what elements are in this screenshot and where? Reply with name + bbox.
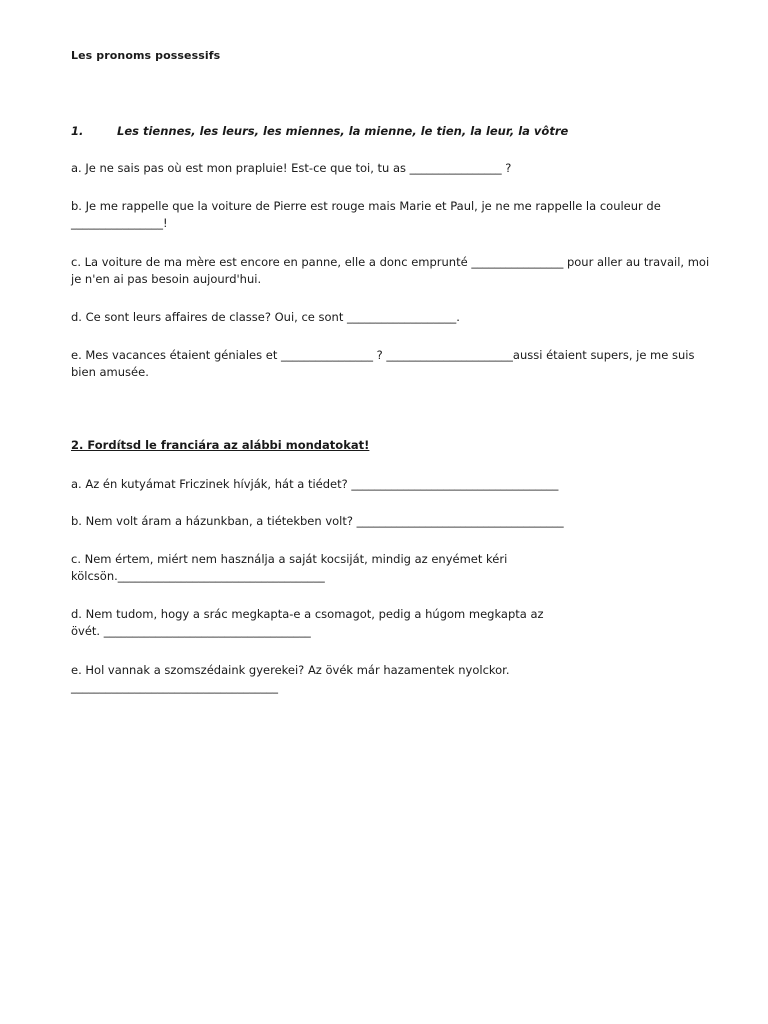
- exercise-1c: c. La voiture de ma mère est encore en panne, elle a donc emprunté ________________ pour aller au travail, moi je n'en ai pas besoin aujourd'hui.: [71, 255, 713, 286]
- exercise-2e: e. Hol vannak a szomszédaink gyerekei? Az övék már hazamentek nyolckor. ____________________________________: [71, 663, 514, 694]
- page-title: Les pronoms possessifs: [71, 49, 221, 62]
- exercise-2d: d. Nem tudom, hogy a srác megkapta-e a csomagot, pedig a húgom megkapta az övét. ____________________________________: [71, 607, 548, 638]
- section-1-heading: [71, 124, 568, 138]
- section-1-number: 1.: [71, 124, 84, 138]
- exercise-2b: b. Nem volt áram a házunkban, a tiétekben volt? ____________________________________: [71, 514, 564, 528]
- exercise-1b: b. Je me rappelle que la voiture de Pierre est rouge mais Marie et Paul, je ne me rappelle la couleur de ________________!: [71, 199, 665, 230]
- section-2-heading: 2. Fordítsd le franciára az alábbi mondatokat!: [71, 438, 370, 452]
- exercise-2c: c. Nem értem, miért nem használja a saját kocsiját, mindig az enyémet kéri kölcsön.____________________________________: [71, 552, 511, 583]
- exercise-1d: d. Ce sont leurs affaires de classe? Oui, ce sont ___________________.: [71, 310, 460, 324]
- section-1-heading-text: Les tiennes, les leurs, les miennes, la mienne, le tien, la leur, la vôtre: [117, 124, 569, 138]
- exercise-1e: e. Mes vacances étaient géniales et ________________ ? ______________________aussi étaient supers, je me suis bien amusée.: [71, 348, 699, 379]
- exercise-1a: a. Je ne sais pas où est mon prapluie! Est-ce que toi, tu as ________________ ?: [71, 161, 512, 175]
- exercise-2a: a. Az én kutyámat Friczinek hívják, hát a tiédet? ____________________________________: [71, 477, 559, 491]
